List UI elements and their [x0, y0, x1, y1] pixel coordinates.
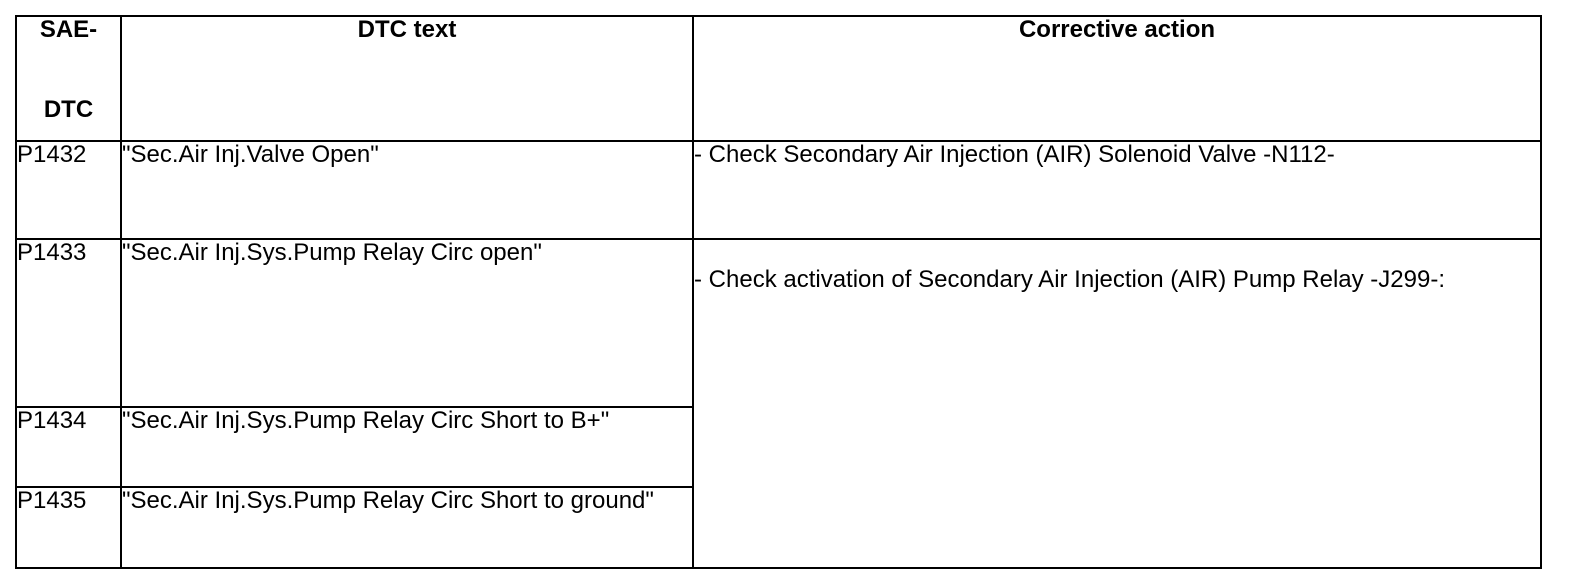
- table-header-row: [16, 16, 1541, 141]
- header-sae-dtc: [16, 16, 121, 141]
- table-row: [16, 141, 1541, 239]
- dtc-code: P1434: [16, 407, 121, 487]
- dtc-code: P1433: [16, 239, 121, 407]
- dtc-text: "Sec.Air Inj.Sys.Pump Relay Circ Short to ground": [121, 487, 693, 568]
- header-corrective-action: Corrective action: [693, 16, 1541, 141]
- dtc-code: P1432: [16, 141, 121, 239]
- dtc-table: [15, 15, 1542, 569]
- dtc-text: "Sec.Air Inj.Sys.Pump Relay Circ Short to B+": [121, 407, 693, 487]
- header-sae-dtc-line2: DTC: [43, 96, 94, 123]
- corrective-action: - Check activation of Secondary Air Injection (AIR) Pump Relay -J299-:: [693, 239, 1541, 568]
- dtc-text: "Sec.Air Inj.Valve Open": [121, 141, 693, 239]
- table-row: [16, 239, 1541, 407]
- corrective-action: - Check Secondary Air Injection (AIR) Solenoid Valve -N112-: [693, 141, 1541, 239]
- header-dtc-text: DTC text: [121, 16, 693, 141]
- dtc-code: P1435: [16, 487, 121, 568]
- dtc-text: "Sec.Air Inj.Sys.Pump Relay Circ open": [121, 239, 693, 407]
- header-sae-dtc-line1: SAE-: [39, 16, 98, 43]
